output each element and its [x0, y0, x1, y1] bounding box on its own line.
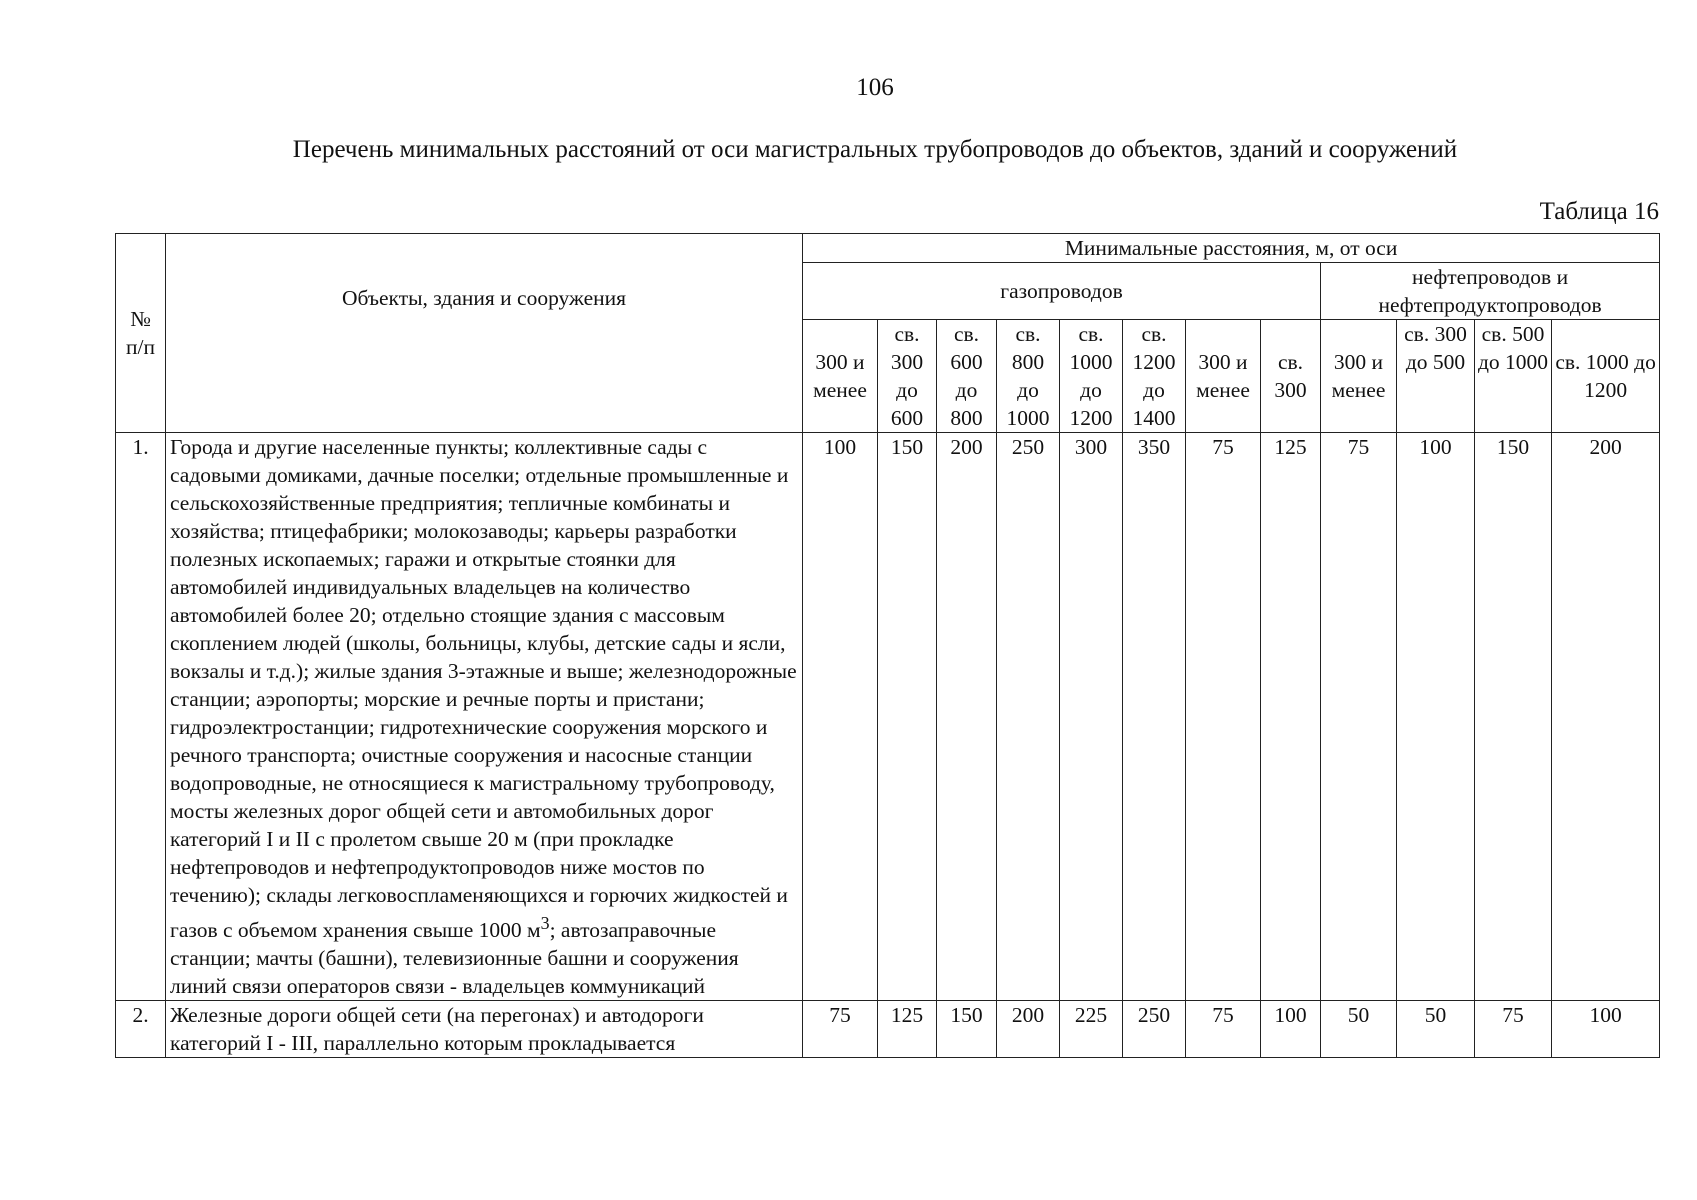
distance-value: 100 — [1397, 433, 1475, 1001]
subheader-diameter: св. 500 до 1000 — [1475, 320, 1552, 433]
subheader-diameter: 300 и менее — [803, 320, 878, 433]
distance-value: 75 — [1475, 1001, 1552, 1058]
distance-value: 100 — [1552, 1001, 1660, 1058]
distance-value: 75 — [1186, 1001, 1261, 1058]
header-num: № п/п — [116, 234, 166, 433]
header-oil-pipelines: нефтепроводов и нефтепродуктопроводов — [1321, 263, 1660, 320]
distances-table-wrapper — [115, 233, 1659, 1058]
subheader-diameter: 300 и менее — [1321, 320, 1397, 433]
header-min-distances: Минимальные расстояния, м, от оси — [803, 234, 1660, 263]
distance-value: 75 — [1186, 433, 1261, 1001]
document-title: Перечень минимальных расстояний от оси магистральных трубопроводов до объектов, зданий и сооружений — [292, 136, 1458, 163]
distance-value: 150 — [878, 433, 937, 1001]
distance-value: 300 — [1060, 433, 1123, 1001]
distance-value: 200 — [997, 1001, 1060, 1058]
header-gas-pipelines: газопроводов — [803, 263, 1321, 320]
subheader-diameter: св. 300 до 500 — [1397, 320, 1475, 433]
header-objects: Объекты, здания и сооружения — [166, 234, 803, 433]
row-description-text: Железные дороги общей сети (на перегонах) и автодороги категорий I - III, параллельно которым прокладывается — [170, 1003, 704, 1056]
distance-value: 200 — [937, 433, 997, 1001]
subheader-diameter: св. 1000 до 1200 — [1552, 320, 1660, 433]
table-row — [116, 433, 1660, 1001]
row-description — [166, 1001, 803, 1058]
distance-value: 75 — [803, 1001, 878, 1058]
row-number: 2. — [116, 1001, 166, 1058]
subheader-diameter: св. 300 до 600 — [878, 320, 937, 433]
row-description-text-cont: ; автозаправочные станции; мачты (башни), телевизионные башни и сооружения линий связи операторов связи - владельцев коммуникаций — [170, 918, 739, 999]
distance-value: 100 — [803, 433, 878, 1001]
distance-value: 250 — [997, 433, 1060, 1001]
subheader-diameter: св. 300 — [1261, 320, 1321, 433]
distance-value: 200 — [1552, 433, 1660, 1001]
distance-value: 50 — [1397, 1001, 1475, 1058]
row-description — [166, 433, 803, 1001]
subheader-diameter: св. 1200 до 1400 — [1123, 320, 1186, 433]
distance-value: 350 — [1123, 433, 1186, 1001]
distance-value: 250 — [1123, 1001, 1186, 1058]
subheader-diameter: св. 600 до 800 — [937, 320, 997, 433]
distance-value: 75 — [1321, 433, 1397, 1001]
distance-value: 125 — [878, 1001, 937, 1058]
table-caption: Таблица 16 — [1539, 198, 1659, 225]
distance-value: 150 — [1475, 433, 1552, 1001]
subheader-diameter: св. 1000 до 1200 — [1060, 320, 1123, 433]
distance-value: 225 — [1060, 1001, 1123, 1058]
distance-value: 100 — [1261, 1001, 1321, 1058]
distances-table — [115, 233, 1660, 1058]
superscript: 3 — [540, 913, 550, 933]
distance-value: 125 — [1261, 433, 1321, 1001]
distance-value: 50 — [1321, 1001, 1397, 1058]
subheader-diameter: 300 и менее — [1186, 320, 1261, 433]
distance-value: 150 — [937, 1001, 997, 1058]
row-description-text: Города и другие населенные пункты; коллективные сады с садовыми домиками, дачные поселки; отдельные промышленные и сельскохозяйственные предприятия; тепличные комбинаты и хозяйства; птицефабрики; молокозаводы; карьеры разработки полезных ископаемых; гаражи и открытые стоянки для автомобилей индивидуальных владельцев на количество автомобилей более 20; отдельно стоящие здания с массовым скоплением людей (школы, больницы, клубы, детские сады и ясли, вокзалы и т.д.); жилые здания 3-этажные и выше; железнодорожные станции; аэропорты; морские и речные порты и пристани; гидроэлектростанции; гидротехнические сооружения морского и речного транспорта; очистные сооружения и насосные станции водопроводные, не относящиеся к магистральному трубопроводу, мосты железных дорог общей сети и автомобильных дорог категорий I и II с пролетом свыше 20 м (при прокладке нефтепроводов и нефтепродуктопроводов ниже мостов по течению); склады легковоспламеняющихся и горючих жидкостей и газов с объемом хранения свыше 1000 м — [170, 435, 797, 943]
subheader-diameter: св. 800 до 1000 — [997, 320, 1060, 433]
page-number: 106 — [856, 74, 894, 101]
table-row — [116, 1001, 1660, 1058]
row-number: 1. — [116, 433, 166, 1001]
